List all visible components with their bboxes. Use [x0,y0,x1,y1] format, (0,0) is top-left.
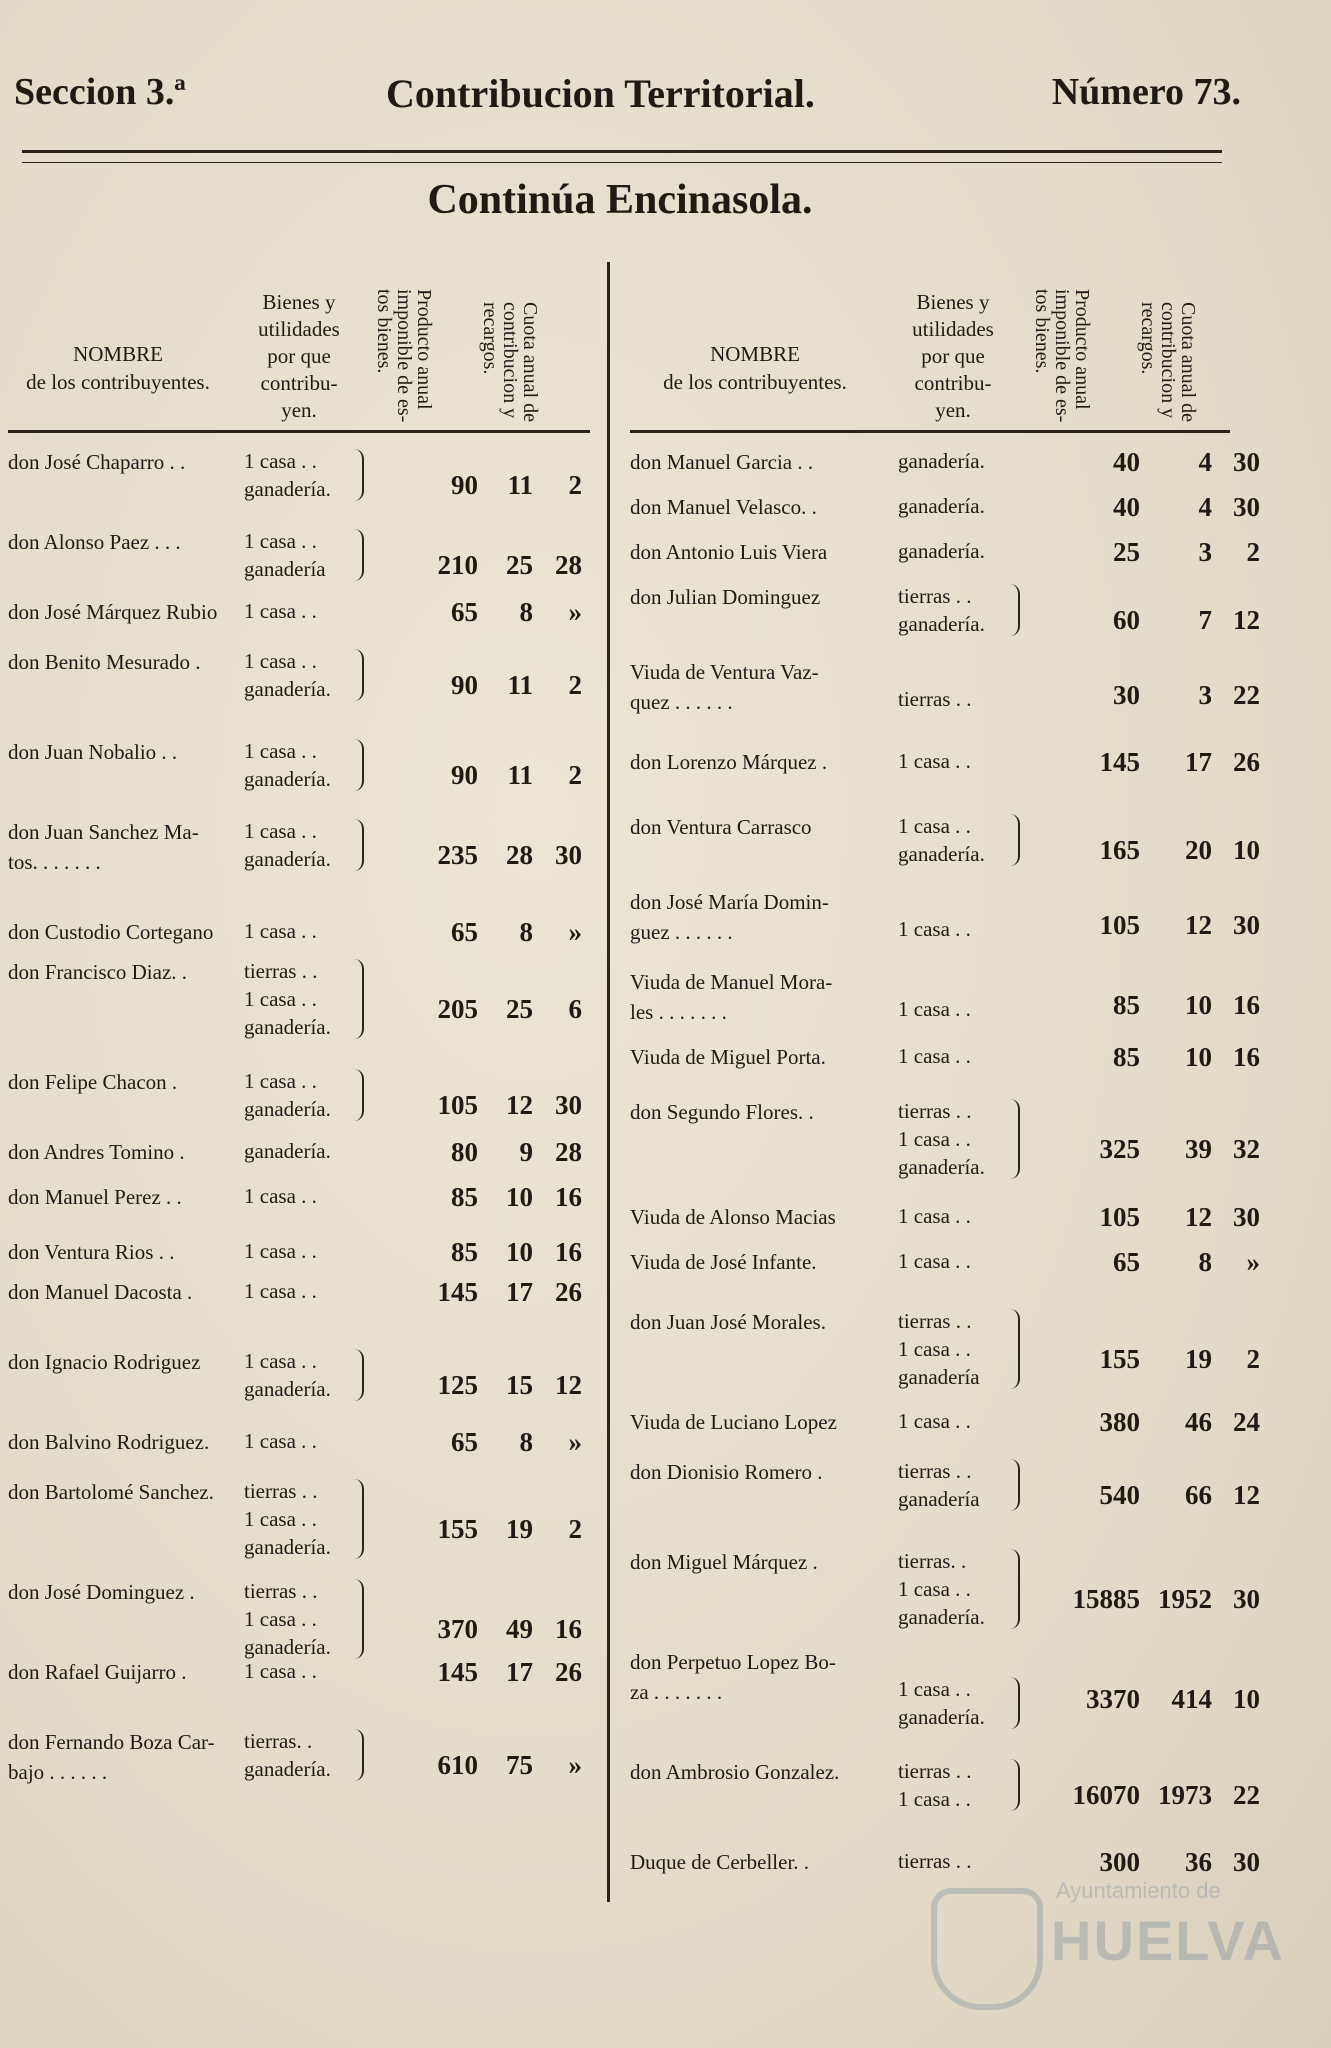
bienes-cell: 1 casa . . ganadería. [898,1677,985,1729]
bienes-cell: 1 casa . . ganadería. [244,739,331,791]
cuota-reales: 1973 [1158,1779,1212,1810]
producto-value: 65 [1113,1247,1140,1277]
cuota-maravedis: 26 [555,1277,582,1307]
producto-value: 145 [1099,747,1140,777]
contributor-name: don Lorenzo Márquez . [630,750,828,774]
cuota-maravedis: 30 [1233,492,1260,522]
header-rule [22,150,1222,153]
table-row [630,1307,1260,1394]
cuota-reales: 8 [519,917,533,947]
cuota-reales: 25 [506,549,533,580]
producto-value: 210 [437,549,478,580]
cuota-maravedis: 22 [1233,1779,1260,1810]
brace-mark [354,529,364,581]
table-row [630,967,1260,1025]
table-row [8,817,590,875]
col-header-producto: Producto anual imponible de es- tos bienes. [1031,288,1093,422]
producto-value: 105 [437,1089,478,1120]
cuota-reales: 19 [506,1514,533,1544]
bienes-cell: 1 casa . . [244,1239,317,1263]
section-label: Seccion 3.ª [14,71,186,113]
table-row [630,447,1260,477]
cuota-maravedis: 16 [555,1614,582,1644]
producto-value: 60 [1113,604,1140,635]
cuota-reales: 7 [1198,604,1212,635]
cuota-maravedis: » [1246,1247,1260,1277]
contributor-name: don Julian Dominguez [630,585,821,609]
bienes-cell: tierras . . [898,1849,972,1873]
cuota-reales: 4 [1198,492,1212,522]
brace-mark [354,959,364,1039]
bienes-cell: 1 casa . . [898,1249,971,1273]
table-row [630,1647,1260,1734]
cuota-reales: 3 [1198,679,1212,710]
cuota-maravedis: 2 [568,759,582,790]
cuota-reales: 9 [519,1137,533,1167]
bienes-cell: 1 casa . . [244,1659,317,1683]
producto-value: 85 [1113,989,1140,1020]
brace-mark [1010,1759,1020,1811]
contributor-name: don Dionisio Romero . [630,1460,823,1484]
cuota-maravedis: 28 [555,549,582,580]
contributor-name: don Ventura Rios . . [8,1240,175,1264]
producto-value: 205 [437,994,478,1024]
contributor-name: don Ventura Carrasco [630,815,812,839]
left-column [8,252,590,1922]
contributor-name: Viuda de Manuel Mora- les . . . . . . . [630,970,833,1024]
cuota-reales: 12 [1185,909,1212,940]
contributor-name: don Rafael Guijarro . [8,1660,187,1684]
cuota-maravedis: 2 [568,669,582,700]
right-table-header [630,252,1230,433]
bienes-cell: 1 casa . . ganadería. [898,814,985,866]
producto-value: 65 [451,597,478,627]
bienes-cell: 1 casa . . ganadería. [244,819,331,871]
contributor-name: Viuda de José Infante. [630,1250,817,1274]
table-row [8,1182,590,1211]
cuota-maravedis: 30 [555,1089,582,1120]
producto-value: 90 [451,759,478,790]
table-row [8,597,590,626]
producto-value: 370 [437,1614,478,1644]
cuota-maravedis: 16 [1233,989,1260,1020]
producto-value: 540 [1099,1479,1140,1510]
bienes-cell: tierras . . [898,687,972,711]
cuota-reales: 17 [1185,747,1212,777]
table-row [8,1577,590,1664]
contributor-name: don Bartolomé Sanchez. [8,1480,214,1504]
contributor-name: don Manuel Garcia . . [630,450,814,474]
bienes-cell: tierras . . ganadería [898,1459,980,1511]
table-row [630,537,1260,567]
producto-value: 380 [1099,1407,1140,1437]
bienes-cell: tierras. . ganadería. [244,1729,331,1781]
producto-value: 16070 [1072,1779,1140,1810]
brace-mark [354,1349,364,1401]
cuota-maravedis: 24 [1233,1407,1260,1437]
table-row [8,1347,590,1405]
table-row [630,1757,1260,1815]
cuota-maravedis: 6 [568,994,582,1024]
page-number: Número 73. [1051,71,1241,113]
bienes-cell: 1 casa . . [898,997,971,1021]
cuota-maravedis: 32 [1233,1134,1260,1164]
cuota-maravedis: 30 [1233,1202,1260,1232]
cuota-maravedis: 30 [555,839,582,870]
bienes-cell: ganadería. [244,1139,331,1163]
watermark-line-1: Ayuntamiento de [1056,1878,1221,1903]
contributor-name: don Andres Tomino . [8,1140,185,1164]
brace-mark [1010,1309,1020,1389]
brace-mark [354,1479,364,1559]
cuota-reales: 46 [1185,1407,1212,1437]
cuota-reales: 25 [506,994,533,1024]
col-header-name: NOMBRE de los contribuyentes. [26,342,210,394]
contributor-name: don Perpetuo Lopez Bo- za . . . . . . . [630,1650,836,1704]
cuota-reales: 1952 [1158,1584,1212,1614]
producto-value: 90 [451,469,478,500]
table-row [8,1137,590,1166]
table-row [630,812,1260,870]
cuota-maravedis: 30 [1233,447,1260,477]
producto-value: 155 [1099,1344,1140,1374]
bienes-cell: ganadería. [898,494,985,518]
contributor-name: don José Dominguez . [8,1580,195,1604]
bienes-cell: 1 casa . . ganadería. [244,1069,331,1121]
archive-watermark [921,1868,1285,2008]
table-row [630,582,1260,640]
contributor-name: don Manuel Dacosta . [8,1280,193,1304]
contributor-name: don Custodio Cortegano [8,920,214,944]
cuota-reales: 17 [506,1657,533,1687]
contributor-name: don Manuel Perez . . [8,1185,182,1209]
producto-value: 610 [437,1749,478,1780]
cuota-maravedis: 22 [1233,679,1260,710]
brace-mark [354,819,364,871]
producto-value: 25 [1113,537,1140,567]
cuota-maravedis: 12 [1233,1479,1260,1510]
contributor-name: don Juan Sanchez Ma- tos. . . . . . . [8,820,199,874]
cuota-reales: 4 [1198,447,1212,477]
cuota-reales: 3 [1198,537,1212,567]
table-row [630,1457,1260,1515]
contributor-name: Viuda de Alonso Macias [630,1205,836,1229]
table-row [8,1237,590,1266]
cuota-maravedis: 10 [1233,1684,1260,1714]
contributor-name: don Antonio Luis Viera [630,540,828,564]
col-header-bienes: Bienes y utilidades por que contribu- yen. [258,290,340,422]
cuota-reales: 10 [506,1237,533,1267]
cuota-reales: 10 [1185,1042,1212,1072]
contributor-name: don Felipe Chacon . [8,1070,178,1094]
cuota-maravedis: » [568,1749,582,1780]
table-row [8,1727,590,1785]
brace-mark [1010,1549,1020,1629]
page-header [14,70,1241,118]
watermark-line-2: HUELVA [1051,1909,1285,1972]
brace-mark [354,649,364,701]
right-column [630,252,1260,1922]
producto-value: 80 [451,1137,478,1167]
table-row [8,1427,590,1456]
bienes-cell: tierras. . 1 casa . . ganadería. [898,1549,985,1629]
producto-value: 155 [437,1514,478,1544]
producto-value: 90 [451,669,478,700]
brace-mark [1010,1677,1020,1729]
producto-value: 40 [1113,447,1140,477]
contributor-name: don Segundo Flores. . [630,1100,814,1124]
table-row [630,1247,1260,1277]
col-header-cuota: Cuota anual de contribucion y recargos. [1137,302,1199,422]
contributor-name: don José Márquez Rubio [8,600,218,624]
producto-value: 15885 [1072,1584,1140,1614]
table-row [630,1097,1260,1184]
cuota-reales: 8 [519,1427,533,1457]
contributor-name: Viuda de Luciano Lopez [630,1410,837,1434]
table-row [8,447,590,505]
brace-mark [354,1729,364,1781]
producto-value: 145 [437,1657,478,1687]
brace-mark [1010,584,1020,636]
table-row [8,1067,590,1125]
contributor-name: don José Chaparro . . [8,450,186,474]
producto-value: 300 [1099,1847,1140,1877]
producto-value: 165 [1099,834,1140,865]
cuota-reales: 12 [1185,1202,1212,1232]
cuota-maravedis: » [568,1427,582,1457]
cuota-maravedis: 12 [555,1369,582,1400]
contributor-name: Duque de Cerbeller. . [630,1850,810,1874]
column-divider [607,262,610,1902]
col-header-cuota: Cuota anual de contribucion y recargos. [479,302,541,422]
brace-mark [354,1069,364,1121]
bienes-cell: 1 casa . . ganadería [244,529,326,581]
cuota-maravedis: 10 [1233,834,1260,865]
bienes-cell: 1 casa . . [244,919,317,943]
contributor-name: don Manuel Velasco. . [630,495,817,519]
contributor-name: don Fernando Boza Car- bajo . . . . . . [8,1730,215,1784]
cuota-reales: 15 [506,1369,533,1400]
table-row [8,527,590,585]
table-row [8,1657,590,1686]
cuota-reales: 66 [1185,1479,1212,1510]
brace-mark [1010,1099,1020,1179]
bienes-cell: 1 casa . . [898,1044,971,1068]
bienes-cell: tierras . . 1 casa . . ganadería. [244,959,331,1039]
table-row [630,1547,1260,1634]
cuota-maravedis: 16 [555,1182,582,1212]
cuota-maravedis: 2 [568,469,582,500]
brace-mark [1010,1459,1020,1511]
page-subtitle: Continúa Encinasola. [427,177,813,223]
cuota-reales: 10 [506,1182,533,1212]
producto-value: 85 [451,1237,478,1267]
contributor-name: Viuda de Ventura Vaz- quez . . . . . . [630,660,819,714]
table-row [8,737,590,795]
bienes-cell: 1 casa . . [244,1184,317,1208]
producto-value: 235 [437,839,478,870]
col-header-producto: Producto anual imponible de es- tos bienes. [373,288,435,422]
bienes-cell: 1 casa . . [898,1204,971,1228]
cuota-maravedis: 2 [1246,537,1260,567]
cuota-reales: 39 [1185,1134,1212,1164]
contributor-name: don Juan Nobalio . . [8,740,178,764]
table-row [8,917,590,946]
table-row [630,492,1260,522]
cuota-maravedis: 30 [1233,1847,1260,1877]
cuota-reales: 20 [1185,834,1212,865]
table-row [630,1407,1260,1437]
producto-value: 325 [1099,1134,1140,1164]
bienes-cell: 1 casa . . ganadería. [244,449,331,501]
contributor-name: don Miguel Márquez . [630,1550,818,1574]
table-row [630,1042,1260,1072]
bienes-cell: tierras . . 1 casa . . [898,1759,972,1811]
cuota-maravedis: 26 [555,1657,582,1687]
table-row [630,1202,1260,1232]
bienes-cell: 1 casa . . [244,599,317,623]
cuota-maravedis: » [568,597,582,627]
cuota-maravedis: 30 [1233,909,1260,940]
producto-value: 30 [1113,679,1140,710]
cuota-reales: 8 [519,597,533,627]
cuota-maravedis: » [568,917,582,947]
table-row [8,1477,590,1564]
cuota-reales: 11 [507,469,533,500]
bienes-cell: 1 casa . . [898,749,971,773]
coat-of-arms-icon [931,1888,1043,2010]
header-title: Contribucion Territorial. [386,71,815,116]
cuota-reales: 11 [507,669,533,700]
cuota-reales: 75 [506,1749,533,1780]
contributor-name: don Ignacio Rodriguez [8,1350,201,1374]
bienes-cell: 1 casa . . ganadería. [244,1349,331,1401]
contributor-name: Viuda de Miguel Porta. [630,1045,826,1069]
cuota-reales: 11 [507,759,533,790]
cuota-maravedis: 30 [1233,1584,1260,1614]
contributor-name: don Balvino Rodriguez. [8,1430,210,1454]
cuota-maravedis: 26 [1233,747,1260,777]
col-header-bienes: Bienes y utilidades por que contribu- yen. [912,290,994,422]
cuota-reales: 414 [1171,1684,1212,1714]
bienes-cell: tierras . . 1 casa . . ganadería. [898,1099,985,1179]
contributor-name: don Ambrosio Gonzalez. [630,1760,840,1784]
bienes-cell: tierras . . 1 casa . . ganadería. [244,1479,331,1559]
bienes-cell: 1 casa . . [898,917,971,941]
producto-value: 105 [1099,1202,1140,1232]
header-rule-thin [22,162,1222,163]
contributor-name: don Benito Mesurado . [8,650,201,674]
bienes-cell: 1 casa . . [898,1409,971,1433]
cuota-reales: 28 [506,839,533,870]
producto-value: 40 [1113,492,1140,522]
bienes-cell: ganadería. [898,449,985,473]
cuota-reales: 12 [506,1089,533,1120]
producto-value: 105 [1099,909,1140,940]
bienes-cell: ganadería. [898,539,985,563]
contributor-name: don Alonso Paez . . . [8,530,181,554]
producto-value: 3370 [1086,1684,1140,1714]
cuota-maravedis: 16 [555,1237,582,1267]
brace-mark [354,1579,364,1659]
cuota-reales: 19 [1185,1344,1212,1374]
table-row [8,1277,590,1306]
contributor-name: don Francisco Diaz. . [8,960,188,984]
bienes-cell: tierras . . ganadería. [898,584,985,636]
brace-mark [354,449,364,501]
bienes-cell: 1 casa . . ganadería. [244,649,331,701]
cuota-maravedis: 16 [1233,1042,1260,1072]
table-row [630,887,1260,945]
table-row [8,647,590,705]
brace-mark [354,739,364,791]
cuota-maravedis: 12 [1233,604,1260,635]
bienes-cell: tierras . . 1 casa . . ganadería [898,1309,980,1389]
cuota-reales: 36 [1185,1847,1212,1877]
table-row [630,657,1260,715]
brace-mark [1010,814,1020,866]
producto-value: 145 [437,1277,478,1307]
contributor-name: don Juan José Morales. [630,1310,826,1334]
producto-value: 65 [451,917,478,947]
cuota-maravedis: 2 [1246,1344,1260,1374]
bienes-cell: tierras . . 1 casa . . ganadería. [244,1579,331,1659]
cuota-reales: 17 [506,1277,533,1307]
left-table-header [8,252,590,433]
contributor-name: don José María Domin- guez . . . . . . [630,890,829,944]
cuota-reales: 49 [506,1614,533,1644]
cuota-maravedis: 28 [555,1137,582,1167]
cuota-reales: 8 [1198,1247,1212,1277]
bienes-cell: 1 casa . . [244,1429,317,1453]
table-row [8,957,590,1044]
table-row [630,747,1260,777]
producto-value: 125 [437,1369,478,1400]
producto-value: 65 [451,1427,478,1457]
producto-value: 85 [1113,1042,1140,1072]
col-header-name: NOMBRE de los contribuyentes. [663,342,847,394]
bienes-cell: 1 casa . . [244,1279,317,1303]
cuota-maravedis: 2 [568,1514,582,1544]
producto-value: 85 [451,1182,478,1212]
cuota-reales: 10 [1185,989,1212,1020]
